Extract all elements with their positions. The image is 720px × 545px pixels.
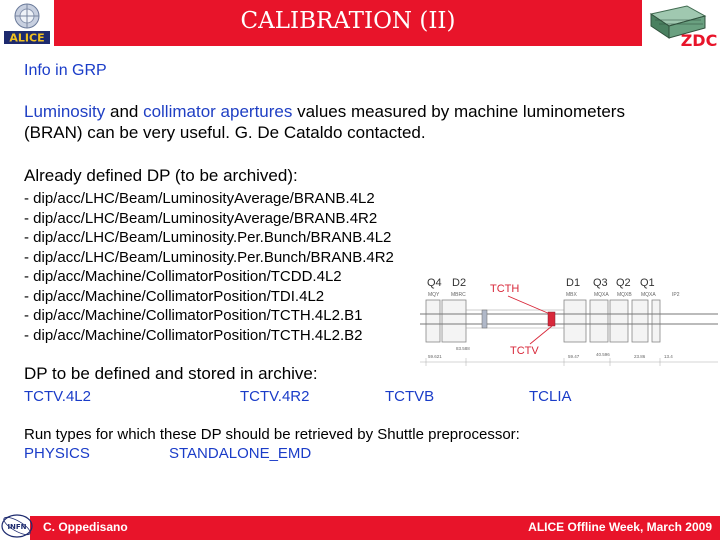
svg-text:ALICE: ALICE xyxy=(9,31,45,45)
svg-text:59.621: 59.621 xyxy=(428,354,442,359)
svg-text:13.4: 13.4 xyxy=(664,354,673,359)
tcv-item: TCTVB xyxy=(385,388,435,405)
info-grp-heading: Info in GRP xyxy=(24,62,107,79)
list-item: - dip/acc/Machine/CollimatorPosition/TDI.4L2 xyxy=(24,287,325,305)
svg-text:MBRC: MBRC xyxy=(451,292,466,298)
svg-text:40.596: 40.596 xyxy=(596,352,610,357)
run-type-item: PHYSICS xyxy=(24,445,90,462)
run-types-label: Run types for which these DP should be retrieved by Shuttle preprocessor: xyxy=(24,426,520,443)
luminosity-term: Luminosity xyxy=(24,102,106,121)
run-type-item: STANDALONE_EMD xyxy=(169,445,312,462)
dp-to-define-heading: DP to be defined and stored in archive: xyxy=(24,364,318,383)
svg-text:MBX: MBX xyxy=(566,292,577,298)
para-and: and xyxy=(105,102,144,121)
label-q1: Q1 xyxy=(640,277,655,289)
list-item: - dip/acc/LHC/Beam/LuminosityAverage/BRANB.4R2 xyxy=(24,209,378,227)
luminosity-paragraph xyxy=(24,101,625,143)
label-tcth: TCTH xyxy=(490,283,520,295)
beamline-diagram xyxy=(420,270,718,374)
label-d2: D2 xyxy=(452,277,467,289)
label-d1: D1 xyxy=(566,277,581,289)
zdc-logo xyxy=(645,2,718,50)
svg-text:MQY: MQY xyxy=(428,292,440,298)
list-item: - dip/acc/Machine/CollimatorPosition/TCDD.4L2 xyxy=(24,268,342,285)
svg-text:23.86: 23.86 xyxy=(634,354,646,359)
svg-text:83.588: 83.588 xyxy=(456,346,470,351)
footer-author: C. Oppedisano xyxy=(43,520,128,534)
para-rest: values measured by machine luminometers xyxy=(292,102,625,121)
svg-text:ZDC: ZDC xyxy=(680,31,718,50)
svg-text:MQXA: MQXA xyxy=(594,292,609,298)
slide-title: CALIBRATION (II) xyxy=(240,8,456,34)
para-line-2: (BRAN) can be very useful. G. De Cataldo contacted. xyxy=(24,123,426,142)
label-tctv: TCTV xyxy=(510,345,539,357)
svg-text:MQXB: MQXB xyxy=(617,292,632,298)
label-q3: Q3 xyxy=(593,277,608,289)
list-item: - dip/acc/Machine/CollimatorPosition/TCTH.4L2.B2 xyxy=(24,326,363,344)
list-item: - dip/acc/LHC/Beam/LuminosityAverage/BRANB.4L2 xyxy=(24,190,375,207)
tcv-item: TCLIA xyxy=(529,388,572,405)
dp-list xyxy=(24,189,394,345)
svg-text:INFN: INFN xyxy=(7,523,27,531)
collimator-term: collimator apertures xyxy=(143,102,293,121)
label-q4: Q4 xyxy=(427,277,442,289)
svg-text:IP2: IP2 xyxy=(672,292,680,298)
already-defined-heading: Already defined DP (to be archived): xyxy=(24,166,298,185)
list-item: - dip/acc/LHC/Beam/Luminosity.Per.Bunch/BRANB.4R2 xyxy=(24,248,394,266)
infn-logo xyxy=(0,508,34,540)
list-item: - dip/acc/LHC/Beam/Luminosity.Per.Bunch/BRANB.4L2 xyxy=(24,229,392,246)
footer-event: ALICE Offline Week, March 2009 xyxy=(528,520,712,534)
label-q2: Q2 xyxy=(616,277,631,289)
svg-text:59.47: 59.47 xyxy=(568,354,580,359)
tcv-item: TCTV.4R2 xyxy=(240,388,310,405)
list-item: - dip/acc/Machine/CollimatorPosition/TCTH.4L2.B1 xyxy=(24,307,363,324)
alice-logo xyxy=(2,2,52,46)
tcv-item: TCTV.4L2 xyxy=(24,388,91,405)
svg-text:MQXA: MQXA xyxy=(641,292,656,298)
